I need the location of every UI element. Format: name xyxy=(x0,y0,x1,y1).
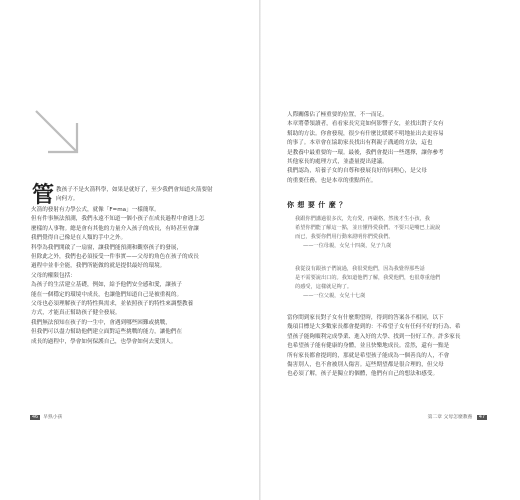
text-line: 教孩子不是火箭科學，如果是就好了，至少我們會知道火箭要射 xyxy=(56,187,213,193)
book-title: 早熟小孩 xyxy=(43,415,63,420)
text-line: 望孩子能夠順利完成學業、進入好的大學、找到一份好工作。許多家長 xyxy=(287,333,461,340)
text-line: 也必須了解，孩子是獨立的個體，他們有自己的想法和感受。 xyxy=(287,371,439,378)
quote-attribution: ——一位父親，女兒十七歲 xyxy=(303,293,366,299)
opening-paragraph xyxy=(56,186,236,205)
down-right-arrow-icon xyxy=(33,108,83,158)
text-line: 本章將帶領讀者，看看家長究竟如何影響子女，並找出對子女有 xyxy=(287,121,444,128)
text-line: 能在一個穩定的環境中成長，也讓他們知道自己是被重視的。 xyxy=(31,291,183,298)
left-page xyxy=(0,0,259,500)
text-line: 方式，才能真正幫助孩子健全發展。 xyxy=(31,310,121,317)
text-line: 的感受，這樣就足夠了。 xyxy=(295,284,353,290)
text-line: 但除此之外，我們也必須接受一件事實——父母的角色在孩子的成長 xyxy=(31,254,199,261)
text-line: 過程中並非全能，我們所能做的就是提供最好的環境。 xyxy=(31,263,166,270)
right-page xyxy=(261,0,520,500)
text-line: 向何方。 xyxy=(56,196,79,203)
text-line: 我們無法預知在孩子的一生中，會遇到哪些困難或挑戰， xyxy=(31,319,171,326)
text-line: 但有件事無法預測，我們永遠不知道一個小孩子在成長過程中會遇上怎 xyxy=(31,216,205,223)
text-line: 的重要任務，也是本章的重點所在。 xyxy=(287,177,377,184)
text-line: 其他家長的處理方式，並盡量提出建議。 xyxy=(287,159,388,166)
text-line: 幾項目標是大多數家長都會提到的：不希望子女有任何不好的行為、希 xyxy=(287,324,461,331)
text-line: 而已，我要你們用行動來證明你們愛我們。 xyxy=(295,234,394,240)
text-line: 我們覺得自己像是在人類的手中之外。 xyxy=(31,235,127,242)
text-line: 幫助的方法。你會發現，很少有什麼比暖暖不明地扯出去更容易 xyxy=(287,130,444,137)
text-line: 所有家長都會提到的，那就是希望孩子能成為一個善良的人，不會 xyxy=(287,352,450,359)
intro-paragraph xyxy=(287,111,490,186)
text-line: 是教養中最重要的一環。最後，我們會提出一些選擇，讓你參考 xyxy=(287,149,444,156)
chapter-title: 父母怎麼教養 xyxy=(443,415,473,420)
left-page-footer xyxy=(30,413,62,420)
quote-attribution: ——一位母親，女兒十四歲，兒子九歲 xyxy=(303,243,392,249)
text-line: 也希望孩子能有健康的身體，並且快樂地成長。當然，還有一點是 xyxy=(287,343,450,350)
text-line: 當你問到家長對子女有什麼期望時，得到的答案各不相同，以下 xyxy=(287,315,444,321)
text-line: 是不需要說出口的。我知道他們了解，我愛他們，也很尊重他們 xyxy=(295,275,441,281)
text-line: 麼樣的人事物。總是會有其他的力量介入孩子的成長，有時甚至會讓 xyxy=(31,225,199,232)
text-line: 傷害別人，也不會被別人傷害。這些期望都是很合理的，但父母 xyxy=(287,362,444,369)
quote-block xyxy=(295,215,481,251)
text-line: 但我們可以盡力幫助他們建立面對這些挑戰的能力，讓他們在 xyxy=(31,329,183,336)
page-number: 47 xyxy=(478,415,485,420)
text-line: 我們認為，培養子女的自尊和發展良好的同理心，是父母 xyxy=(287,168,427,175)
section-heading: 你 想 要 什 麼 ？ xyxy=(287,201,347,209)
text-line: 的事了。本章會在協助家長找出有利親子溝通的方法，這也 xyxy=(287,140,433,147)
text-line: 為孩子的生活建立基礎，例如，給予他們安全感和愛，讓孩子 xyxy=(31,282,183,289)
text-line: 父母的權限包括： xyxy=(31,272,76,279)
body-text xyxy=(31,206,236,347)
text-line: 科學為我們開啟了一扇窗，讓我們能預測和觀察孩子的發展， xyxy=(31,244,183,251)
chapter-label: 第二章 xyxy=(427,415,443,420)
text-line: 希望你們能了解這一點，並且懂得愛我們。不要只是嘴巴上說說 xyxy=(295,225,441,231)
text-line: 火箭的發射有力學公式，就像「F=ma」一樣簡單。 xyxy=(31,207,160,213)
drop-cap: 管 xyxy=(32,182,55,208)
quote-block xyxy=(295,265,481,301)
right-page-footer xyxy=(428,413,487,420)
text-line: 父母也必須理解孩子的特性與需求，並依照孩子的特性來調整教養 xyxy=(31,301,194,308)
text-line: 人際關係佔了極重要的位置，不一而足。 xyxy=(287,112,388,118)
text-line: 我跟你們講過很多次，先有愛，再嚴格，然後才生小孩，我 xyxy=(295,216,430,222)
closing-paragraph xyxy=(287,314,490,380)
page-number: 46 xyxy=(32,415,39,420)
text-line: 成長的過程中，學會如何保護自己，也學會如何去愛別人。 xyxy=(31,338,177,345)
text-line: 我從沒有跟孩子們說過，我很愛他們，因為我覺得那些話 xyxy=(295,266,425,272)
